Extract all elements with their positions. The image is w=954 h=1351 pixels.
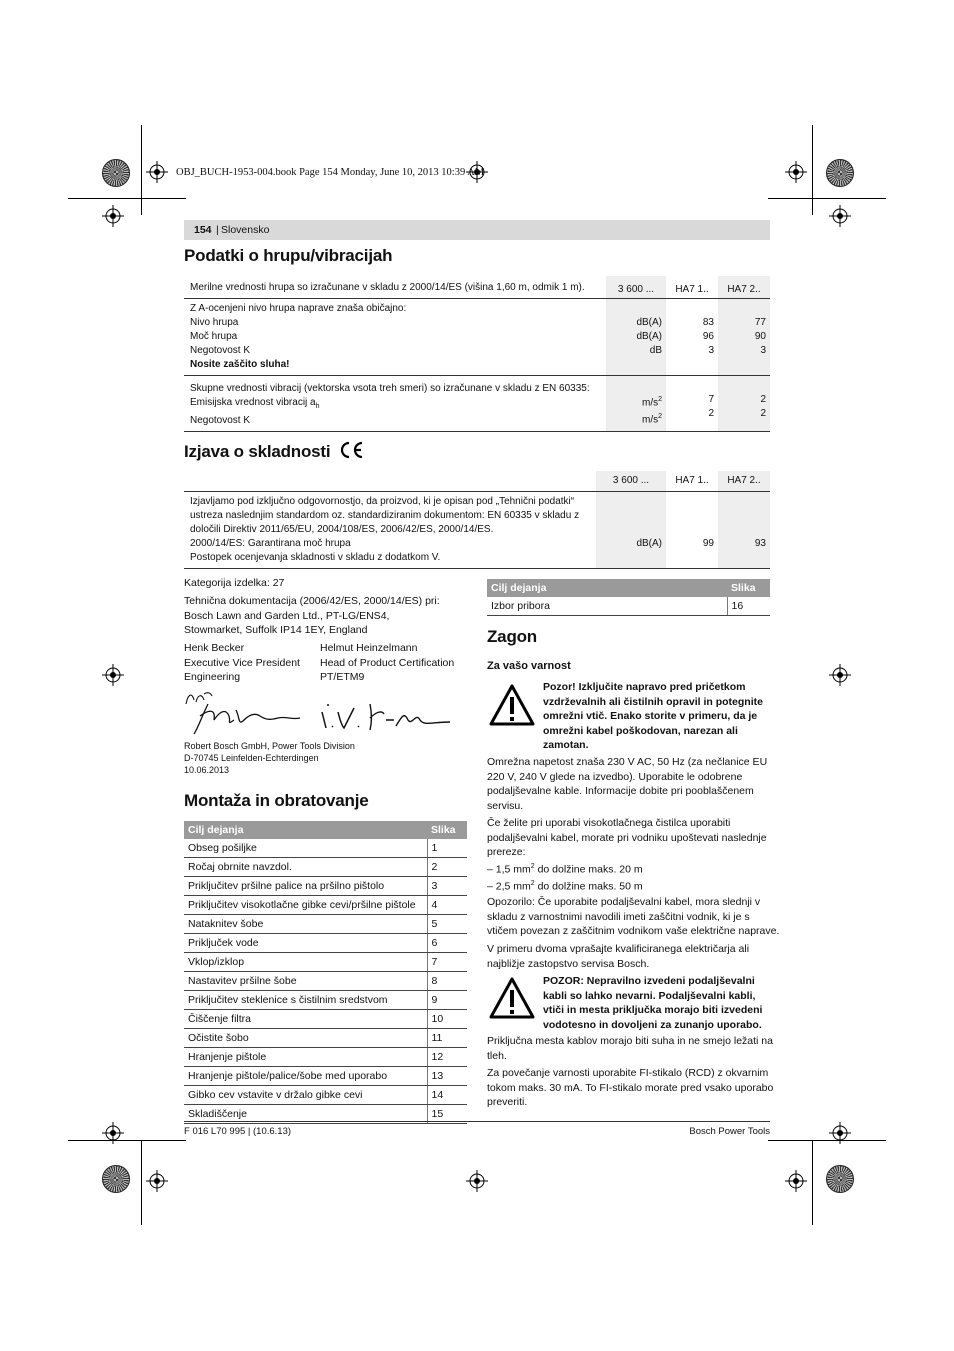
noise-row-label: Negotovost K [190, 345, 251, 356]
accessory-table [487, 579, 770, 616]
value: 7 [708, 394, 714, 405]
registration-mark-icon [785, 161, 807, 183]
unit: dB(A) [636, 317, 662, 328]
registration-mark-icon [102, 205, 124, 227]
vibration-intro: Skupne vrednosti vibracij (vektorska vsota treh smeri) so izračunane v skladu z EN 60335: [190, 382, 590, 394]
text-line: najbližje zastopstvo servisa Bosch. [487, 957, 650, 970]
text-line: Opozorilo: Če uporabite podaljševalni kabel, mora slednji v [487, 896, 761, 908]
warning-2 [543, 974, 762, 1032]
value: 90 [754, 331, 766, 342]
col-header-goal: Cilj dejanja [184, 821, 427, 839]
dash-text: do dolžine maks. 20 m [534, 863, 643, 875]
col-header: HA7 1.. [675, 284, 709, 295]
col-header-figure: Slika [727, 579, 770, 597]
table-row: Gibko cev vstavite v držalo gibke cevi 14 [184, 1086, 467, 1105]
color-rosette-icon [826, 1165, 854, 1193]
color-rosette-icon [102, 1165, 130, 1193]
text-line: tokom maks. 30 mA. To FI-stikalo morate pred vsako uporabo [487, 1081, 774, 1094]
company-line: D-70745 Leinfelden-Echterdingen [184, 753, 319, 763]
value: 2 [708, 408, 714, 419]
text-line: V primeru dvoma vprašajte kvalificiranega električarja ali [487, 943, 750, 955]
assembly-table [184, 821, 467, 1124]
col-header-figure: Slika [427, 821, 467, 839]
registration-mark-icon [146, 161, 168, 183]
company-line: Robert Bosch GmbH, Power Tools Division [184, 741, 355, 751]
text-line: Priključna mesta kablov morajo biti suha in ne smejo ležati na [487, 1035, 773, 1047]
footer-right: Bosch Power Tools [689, 1126, 770, 1137]
table-row: Skladiščenje 15 [184, 1105, 467, 1124]
table-row: Nastavitev pršilne šobe 8 [184, 972, 467, 991]
table-row: Priključek vode 6 [184, 934, 467, 953]
value: 3 [760, 345, 766, 356]
warning-line: omrežni vtič. Enako storite v primeru, da je [543, 710, 758, 722]
text-line: podaljševalni kabel, morate pri vodniku upoštevati naslednje [487, 831, 767, 844]
conformity-text-line: določili Direktiv 2011/65/EU, 2004/108/ES, 2006/42/ES, 2000/14/ES. [190, 524, 494, 535]
paragraph-warning-note [487, 895, 779, 939]
warning-line: vtiči in mesta priključka morajo biti izvedeni [543, 1004, 763, 1016]
table-row: Čiščenje filtra 10 [184, 1010, 467, 1029]
text-line: prereze: [487, 846, 526, 858]
registration-mark-icon [829, 664, 851, 686]
color-rosette-icon [102, 159, 130, 187]
safety-subtitle: Za vašo varnost [487, 660, 571, 672]
warning-line: Pozor! Izključite napravo pred pričetkom [543, 681, 746, 693]
noise-level-intro: Z A-ocenjeni nivo hrupa naprave znaša običajno: [190, 303, 407, 314]
signer-name: Henk Becker [184, 642, 245, 654]
vib-row-label: Emisijska vrednost vibracij a [190, 396, 316, 408]
text-line: Če želite pri uporabi visokotlačnega čistilca uporabiti [487, 817, 731, 829]
warning-line: vodotesno in dovoljeni za zunanjo uporabo. [543, 1018, 762, 1031]
text-line: skladu z varnostnimi navodili imeti zaščitni vodnik, ki je s [487, 910, 750, 923]
value: 2 [760, 394, 766, 405]
paragraph-voltage [487, 755, 767, 813]
signer-2 [320, 641, 454, 685]
conformity-text-line: ustreza naslednjim standardom oz. standardiziranim dokumentom: EN 60335 v skladu z [190, 510, 580, 521]
conformity-text-line: 2000/14/ES: Garantirana moč hrupa [190, 538, 351, 549]
unit: m/s [641, 397, 659, 409]
table-row: Hranjenje pištole/palice/šobe med uporabo 13 [184, 1067, 467, 1086]
paragraph-extension-cable [487, 816, 767, 894]
dash-item [487, 860, 767, 877]
registration-mark-icon [829, 1122, 851, 1144]
superscript: 2 [530, 862, 535, 870]
assembly-section-title: Montaža in obratovanje [184, 791, 369, 810]
page-number: 154 [194, 224, 212, 236]
superscript: 2 [658, 413, 662, 421]
signer-1 [184, 641, 300, 685]
header-divider: | [216, 224, 219, 236]
vib-row-label: Negotovost K [190, 414, 251, 426]
table-row: Očistite šobo 11 [184, 1029, 467, 1048]
conformity-text-line: Postopek ocenjevanja skladnosti v skladu z dodatkom V. [190, 552, 441, 563]
conformity-text-line: Izjavljamo pod izključno odgovornostjo, da proizvod, ki je opisan pod „Tehnični podatki“ [190, 496, 575, 507]
col-header: HA7 1.. [675, 475, 709, 486]
col-header-goal: Cilj dejanja [487, 579, 727, 597]
registration-mark-icon [785, 1170, 807, 1192]
signer-title: Executive Vice President [184, 656, 300, 669]
warning-1 [543, 680, 763, 753]
value: 99 [702, 538, 714, 549]
warning-line: zamotan. [543, 739, 589, 751]
value: 77 [754, 317, 766, 328]
value: 93 [754, 538, 766, 549]
text-line: preveriti. [487, 1096, 528, 1108]
table-row: Izbor pribora 16 [487, 597, 770, 616]
footer-rule [184, 1121, 770, 1122]
noise-table [184, 276, 770, 432]
file-info-line: OBJ_BUCH-1953-004.book Page 154 Monday, June 10, 2013 10:39 AM [176, 167, 485, 178]
col-header: 3 600 ... [596, 471, 666, 492]
noise-row-label: Nivo hrupa [190, 317, 239, 328]
superscript: 2 [658, 396, 662, 403]
paragraph-connection-points [487, 1034, 773, 1063]
text-line: 220 V, 240 V glede na izvedbo). Uporabite le odobrene [487, 770, 743, 783]
company-date: 10.06.2013 [184, 765, 230, 775]
col-header: HA7 2.. [718, 276, 770, 299]
value: 2 [760, 408, 766, 419]
conformity-table [184, 471, 770, 569]
warning-line: POZOR: Nepravilno izvedeni podaljševalni [543, 975, 755, 987]
noise-row-label: Moč hrupa [190, 331, 238, 342]
table-row: Vklop/izklop 7 [184, 953, 467, 972]
warning-line: omrežni kabel poškodovan, narezan ali [543, 724, 738, 737]
product-category: Kategorija izdelka: 27 [184, 577, 285, 589]
noise-section-title: Podatki o hrupu/vibracijah [184, 246, 393, 265]
conformity-title-text: Izjava o skladnosti [184, 442, 331, 461]
signer-title: Head of Product Certification [320, 656, 455, 669]
signer-dept: Engineering [184, 671, 241, 683]
table-row: Nataknitev šobe 5 [184, 915, 467, 934]
start-section-title: Zagon [487, 627, 537, 646]
color-rosette-icon [826, 159, 854, 187]
warning-triangle-icon [488, 976, 536, 1020]
dash-text: – 1,5 mm [487, 863, 531, 875]
signer-dept: PT/ETM9 [320, 671, 365, 683]
registration-mark-icon [146, 1170, 168, 1192]
unit: m/s [641, 414, 659, 426]
dash-text: – 2,5 mm [487, 880, 531, 892]
techdoc-line: Bosch Lawn and Garden Ltd., PT-LG/ENS4, [184, 609, 390, 622]
table-row: Ročaj obrnite navzdol. 2 [184, 858, 467, 877]
warning-triangle-icon [488, 683, 536, 727]
value: 96 [702, 331, 714, 342]
unit: dB(A) [636, 538, 662, 549]
text-line: Za povečanje varnosti uporabite FI-stikalo (RCD) z okvarnim [487, 1067, 769, 1079]
subscript: h [315, 402, 320, 410]
footer-left: F 016 L70 995 | (10.6.13) [184, 1126, 292, 1137]
table-row: Obseg pošiljke 1 [184, 839, 467, 858]
signer-name: Helmut Heinzelmann [320, 642, 418, 654]
paragraph-rcd [487, 1066, 773, 1110]
registration-mark-icon [102, 1122, 124, 1144]
registration-mark-icon [102, 664, 124, 686]
company-info [184, 740, 355, 776]
text-line: servisu. [487, 799, 524, 812]
noise-intro: Merilne vrednosti hrupa so izračunane v skladu z 2000/14/ES (višina 1,60 m, odmik 1 m). [190, 282, 585, 293]
technical-documentation [184, 594, 440, 638]
warning-line: kabli so lahko nevarni. Podaljševalni kabli, [543, 989, 756, 1002]
paragraph-doubt [487, 942, 749, 971]
unit: dB(A) [636, 331, 662, 342]
warning-line: vzdrževalnih ali čistilnih opravil in potegnite [543, 695, 763, 708]
text-line: podaljševalne kable. Informacije dobite pri pooblaščenem [487, 785, 754, 797]
value: 3 [708, 345, 714, 356]
dash-text: do dolžine maks. 50 m [534, 880, 643, 892]
header-language: Slovensko [221, 224, 270, 236]
col-header: HA7 2.. [718, 471, 770, 492]
techdoc-line: Stowmarket, Suffolk IP14 1EY, England [184, 624, 368, 636]
ce-mark-icon [338, 441, 364, 459]
table-row: Hranjenje pištole 12 [184, 1048, 467, 1067]
col-header: 3 600 ... [606, 276, 666, 299]
table-row: Priključitev steklenice s čistilnim sredstvom 9 [184, 991, 467, 1010]
unit: dB [649, 345, 662, 356]
registration-mark-icon [466, 1170, 488, 1192]
text-line: tleh. [487, 1049, 507, 1062]
value: 83 [702, 317, 714, 328]
text-line: vtičem povezan z zaščitnim vodnikom vaše električne naprave. [487, 925, 780, 937]
techdoc-line: Tehnična dokumentacija (2006/42/ES, 2000/14/ES) pri: [184, 595, 440, 607]
conformity-section-title [184, 441, 364, 462]
superscript: 2 [530, 879, 535, 887]
table-row: Priključitev visokotlačne gibke cevi/pršilne pištole 4 [184, 896, 467, 915]
page-header [184, 220, 770, 240]
hearing-protection-warning: Nosite zaščito sluha! [190, 359, 290, 370]
dash-item [487, 877, 767, 894]
text-line: Omrežna napetost znaša 230 V AC, 50 Hz (za nečlanice EU [487, 756, 768, 768]
registration-mark-icon [829, 205, 851, 227]
handwritten-signatures [182, 690, 452, 738]
table-row: Priključitev pršilne palice na pršilno pištolo 3 [184, 877, 467, 896]
